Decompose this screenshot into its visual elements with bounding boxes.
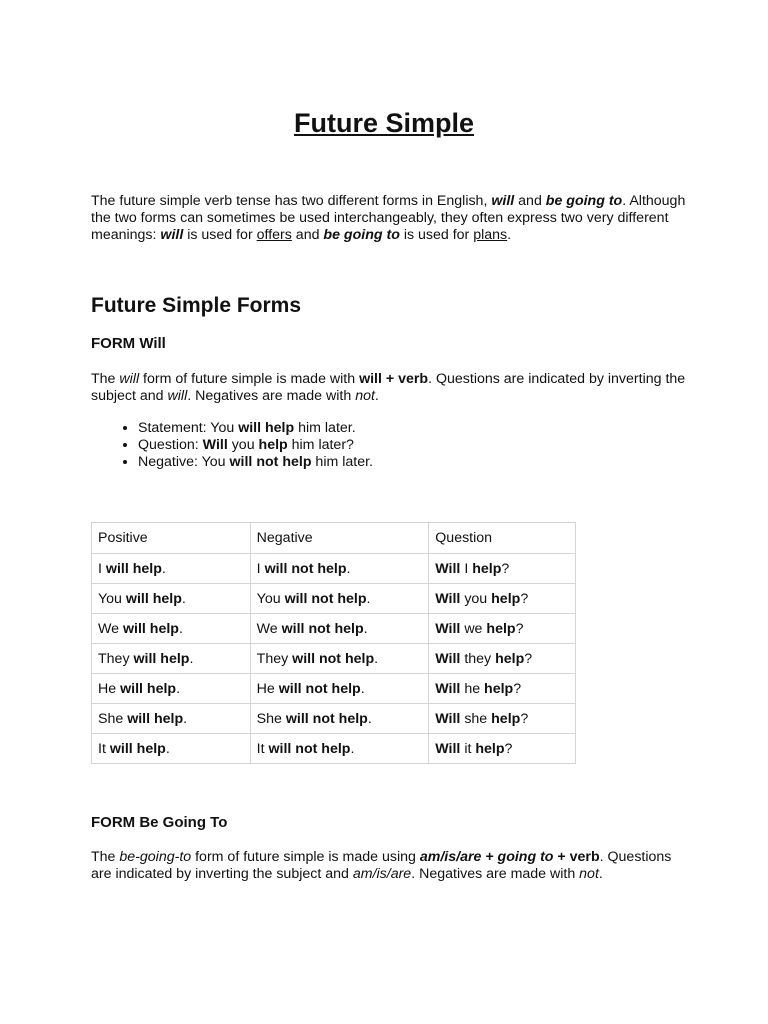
cell-subject: it — [464, 740, 472, 757]
cell-bold: will help — [125, 590, 182, 607]
cell-punct: . — [346, 560, 351, 577]
list-item-bold: will not help — [229, 454, 312, 470]
form-going-heading: FORM Be Going To — [91, 814, 228, 831]
cell-subject: He — [256, 680, 275, 697]
cell-punct: . — [374, 650, 379, 667]
intro-text: . — [507, 227, 512, 243]
cell-punct: ? — [515, 620, 524, 637]
cell-negative — [250, 584, 429, 614]
cell-punct: . — [189, 650, 194, 667]
cell-punct: . — [363, 620, 368, 637]
list-item — [138, 437, 373, 454]
cell-punct: . — [176, 680, 181, 697]
table-row — [92, 614, 576, 644]
list-item-text: him later. — [311, 454, 373, 470]
cell-subject: It — [98, 740, 106, 757]
cell-subject: You — [256, 590, 281, 607]
cell-subject: he — [464, 680, 481, 697]
cell-punct: . — [161, 560, 166, 577]
cell-negative — [250, 614, 429, 644]
cell-question — [429, 704, 576, 734]
cell-bold: help — [484, 680, 514, 697]
cell-negative — [250, 674, 429, 704]
form-going-formula: am/is/are + going to — [419, 849, 554, 865]
cell-question — [429, 614, 576, 644]
cell-subject: She — [256, 710, 282, 727]
cell-positive — [92, 734, 251, 764]
cell-bold: will not help — [268, 740, 351, 757]
intro-text: . Although the two forms can sometimes be used interchangeably, they often express two very different meanings: — [91, 193, 686, 243]
form-will-text: form of future simple is made with — [139, 371, 360, 387]
cell-bold: will not help — [278, 680, 361, 697]
cell-punct: ? — [524, 650, 533, 667]
cell-punct: . — [366, 590, 371, 607]
list-item-text: Question: — [138, 437, 203, 453]
cell-bold: will help — [105, 560, 162, 577]
header-positive: Positive — [92, 523, 251, 554]
cell-bold: will help — [109, 740, 166, 757]
table-row — [92, 584, 576, 614]
cell-question — [429, 644, 576, 674]
cell-punct: ? — [520, 710, 529, 727]
intro-offers: offers — [256, 227, 292, 243]
form-going-amisare: am/is/are — [352, 866, 412, 882]
cell-positive — [92, 674, 251, 704]
cell-positive — [92, 554, 251, 584]
cell-subject: she — [464, 710, 488, 727]
cell-bold: will help — [120, 680, 177, 697]
list-item — [138, 420, 373, 437]
page-title: Future Simple — [293, 108, 475, 138]
intro-plans: plans — [473, 227, 508, 243]
table-row — [92, 674, 576, 704]
example-list — [91, 420, 373, 471]
header-negative: Negative — [250, 523, 429, 554]
cell-bold: will not help — [284, 590, 367, 607]
cell-punct: . — [178, 620, 183, 637]
cell-subject: we — [464, 620, 483, 637]
form-will-text: . — [374, 388, 379, 404]
cell-punct: . — [350, 740, 355, 757]
form-will-paragraph — [91, 371, 691, 405]
list-item-text: you — [227, 437, 259, 453]
table-row — [92, 734, 576, 764]
cell-punct: . — [181, 590, 186, 607]
cell-question — [429, 674, 576, 704]
form-going-plus: + — [553, 849, 570, 865]
cell-subject: We — [256, 620, 278, 637]
cell-bold: Will — [435, 740, 461, 757]
intro-text: is used for — [183, 227, 257, 243]
form-going-text: The — [91, 849, 120, 865]
form-going-text: . Questions are indicated by inverting the subject and — [91, 849, 672, 882]
cell-punct: . — [360, 680, 365, 697]
cell-bold: Will — [435, 620, 461, 637]
form-going-text: form of future simple is made using — [191, 849, 420, 865]
cell-subject: We — [98, 620, 120, 637]
cell-negative — [250, 554, 429, 584]
cell-subject: I — [98, 560, 102, 577]
cell-punct: ? — [520, 590, 529, 607]
intro-will: will — [491, 193, 515, 209]
cell-punct: . — [367, 710, 372, 727]
cell-question — [429, 734, 576, 764]
cell-subject: you — [464, 590, 488, 607]
cell-subject: I — [464, 560, 469, 577]
cell-punct: . — [165, 740, 170, 757]
list-item — [138, 454, 373, 471]
table-row — [92, 704, 576, 734]
cell-punct: ? — [513, 680, 522, 697]
table-row — [92, 644, 576, 674]
cell-subject: they — [464, 650, 492, 667]
cell-negative — [250, 734, 429, 764]
intro-text: The future simple verb tense has two different forms in English, — [91, 193, 492, 209]
list-item-bold: Will — [202, 437, 228, 453]
cell-bold: help — [472, 560, 502, 577]
cell-bold: help — [486, 620, 516, 637]
form-will-text: . Negatives are made with — [187, 388, 356, 404]
cell-bold: Will — [435, 680, 461, 697]
cell-negative — [250, 644, 429, 674]
cell-bold: will not help — [285, 710, 368, 727]
cell-subject: She — [98, 710, 124, 727]
intro-paragraph — [91, 193, 691, 244]
form-will-will: will — [119, 371, 140, 387]
form-going-bgt: be-going-to — [119, 849, 192, 865]
cell-bold: Will — [435, 560, 461, 577]
cell-positive — [92, 704, 251, 734]
cell-bold: Will — [435, 590, 461, 607]
cell-bold: will not help — [281, 620, 364, 637]
cell-positive — [92, 644, 251, 674]
cell-subject: I — [256, 560, 261, 577]
cell-punct: ? — [501, 560, 510, 577]
cell-subject: They — [98, 650, 130, 667]
cell-punct: ? — [504, 740, 513, 757]
form-going-paragraph — [91, 849, 691, 883]
form-going-not: not — [579, 866, 599, 882]
list-item-text: him later. — [294, 420, 356, 436]
form-will-text: The — [91, 371, 120, 387]
cell-bold: Will — [435, 650, 461, 667]
conjugation-table — [91, 522, 576, 764]
cell-bold: will not help — [292, 650, 375, 667]
cell-bold: will help — [127, 710, 184, 727]
list-item-text: Statement: You — [138, 420, 239, 436]
cell-question — [429, 584, 576, 614]
form-going-text: . — [598, 866, 603, 882]
cell-subject: They — [256, 650, 289, 667]
list-item-bold: will help — [238, 420, 295, 436]
table-header-row — [92, 523, 576, 554]
cell-positive — [92, 614, 251, 644]
intro-text: and — [514, 193, 546, 209]
form-will-will: will — [167, 388, 188, 404]
form-will-not: not — [355, 388, 375, 404]
cell-bold: will help — [122, 620, 179, 637]
intro-will: will — [160, 227, 184, 243]
list-item-text: him later? — [287, 437, 354, 453]
list-item-text: Negative: You — [138, 454, 230, 470]
intro-text: and — [291, 227, 324, 243]
cell-subject: It — [256, 740, 265, 757]
cell-bold: help — [495, 650, 525, 667]
cell-subject: He — [98, 680, 117, 697]
cell-subject: You — [98, 590, 122, 607]
form-will-text: . Questions are indicated by inverting the subject and — [91, 371, 686, 404]
form-going-text: . Negatives are made with — [411, 866, 580, 882]
cell-negative — [250, 704, 429, 734]
header-question: Question — [429, 523, 576, 554]
cell-punct: . — [183, 710, 188, 727]
table-row — [92, 554, 576, 584]
intro-be-going-to: be going to — [323, 227, 400, 243]
cell-question — [429, 554, 576, 584]
cell-bold: help — [491, 590, 521, 607]
cell-bold: will not help — [264, 560, 347, 577]
intro-text: is used for — [399, 227, 474, 243]
cell-bold: help — [475, 740, 505, 757]
form-going-verb: verb — [569, 849, 600, 865]
list-item-bold: help — [258, 437, 288, 453]
intro-be-going-to: be going to — [545, 193, 623, 209]
cell-bold: Will — [435, 710, 461, 727]
cell-bold: will help — [133, 650, 190, 667]
cell-positive — [92, 584, 251, 614]
forms-heading: Future Simple Forms — [91, 294, 302, 317]
form-will-heading: FORM Will — [91, 335, 166, 352]
form-will-formula: will + verb — [359, 371, 429, 387]
cell-bold: help — [491, 710, 521, 727]
